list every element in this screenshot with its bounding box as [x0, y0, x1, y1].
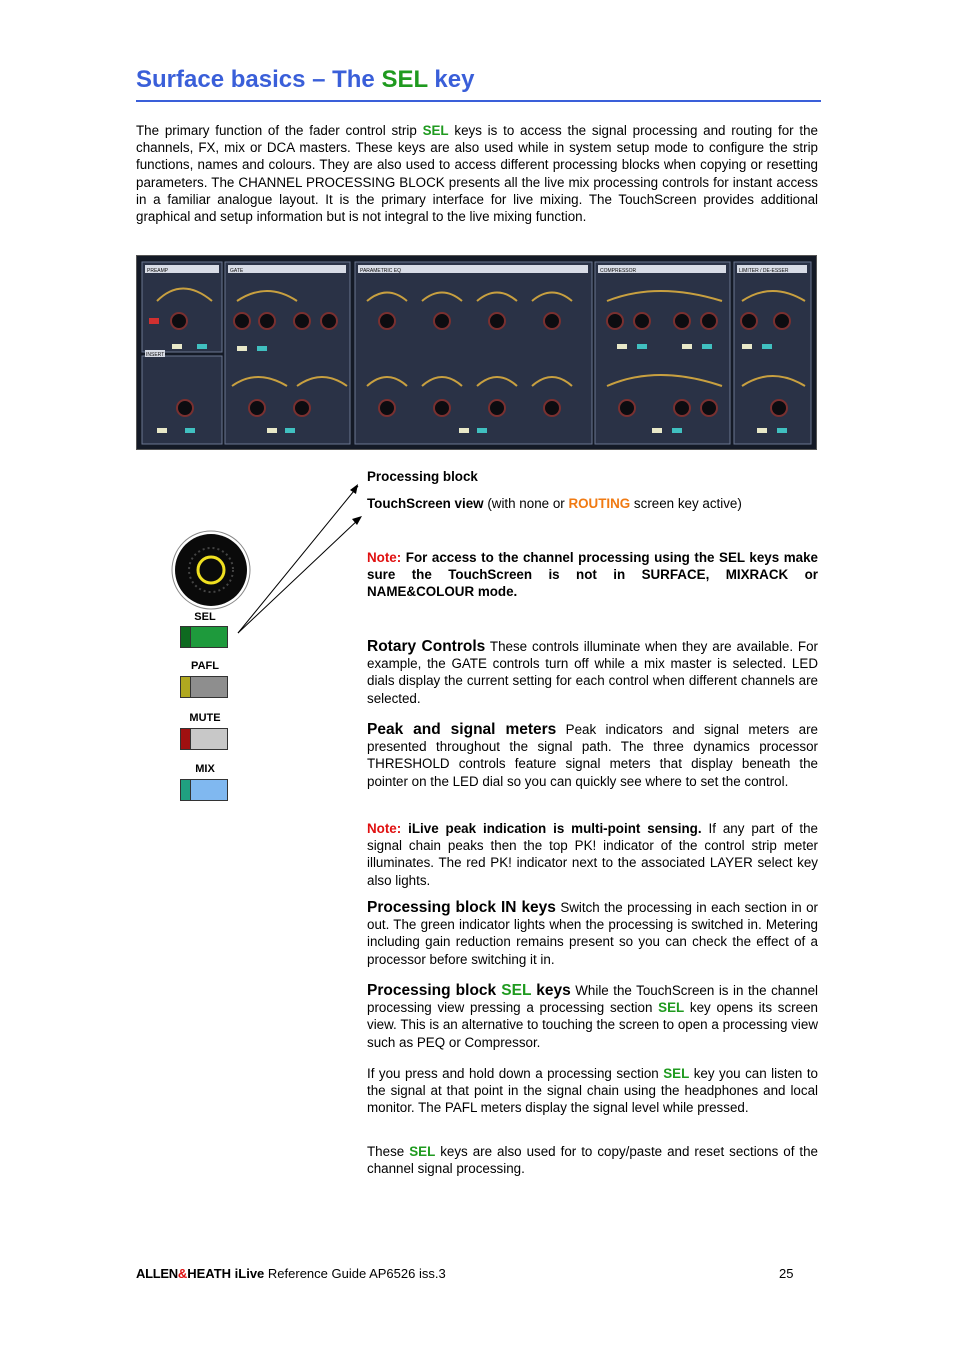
title-rule — [136, 100, 821, 102]
panel-label-limiter: LIMITER / DE-ESSER — [739, 268, 789, 274]
note-touchscreen: Note: For access to the channel processing using the SEL keys make sure the TouchScreen is not in SURFACE, MIXRACK or NAME&COLOUR mode. — [367, 550, 818, 600]
sel-key[interactable] — [180, 626, 228, 648]
rotary-knob-graphic — [171, 530, 253, 612]
pafl-key-label: PAFL — [191, 660, 219, 672]
mute-key[interactable] — [180, 728, 228, 750]
callout-processing-block: Processing block — [367, 469, 478, 484]
panel-label-gate: GATE — [230, 268, 244, 274]
panel-label-peq: PARAMETRIC EQ — [360, 268, 402, 274]
note-peak-indication: Note: iLive peak indication is multi-point sensing. If any part of the signal chain peaks then the top PK! indicator of the control strip meter illuminates. The red PK! indicator next to the associated LAYER select key also lights. — [367, 821, 818, 888]
section-press-hold: If you press and hold down a processing section SEL key you can listen to the signal at that point in the signal chain using the headphones and local monitor. The PAFL meters display the signal level while pressed. — [367, 1066, 819, 1116]
section-sel-keys: Processing block SEL keys While the TouchScreen is in the channel processing view pressing a processing section SEL key opens its screen view. This is an alternative to touching the screen to open a processing view such as PEQ or Compressor. — [367, 982, 818, 1050]
section-rotary-controls: Rotary Controls These controls illuminate when they are available. For example, the GATE controls turn off while a mix master is selected. LED dials display the current setting for each control when different channels are selected. — [367, 638, 819, 706]
intro-paragraph: The primary function of the fader control strip SEL keys is to access the signal processing and routing for the channels, FX, mix or DCA masters. These keys are also used while in system setup mode to configure the strip functions, names and colours. They are also used to access different processing blocks when copying or resetting parameters. The CHANNEL PROCESSING BLOCK presents all the live mix processing controls for instant access in a familiar analogue layout. It is the primary interface for live mixing. The TouchScreen provides additional graphical and setup information but is not integral to the live mixing function. — [136, 123, 818, 225]
section-in-keys: Processing block IN keys Switch the processing in each section in or out. The green indicator lights when the processing is switched in. Metering including gain reduction remains present so you can check the effect of a processor before switching it in. — [367, 899, 818, 967]
mix-key-label: MIX — [195, 763, 215, 775]
section-peak-meters: Peak and signal meters Peak indicators and signal meters are presented throughout the signal path. The three dynamics processor THRESHOLD controls feature signal meters that display beneath the pointer on the LED dial so you can quickly see where to set the control. — [367, 721, 818, 789]
processing-panel-graphic — [137, 256, 816, 449]
page-title: Surface basics – The SEL key — [136, 66, 475, 93]
page-number: 25 — [779, 1266, 794, 1281]
mute-key-label: MUTE — [189, 712, 221, 724]
pafl-key[interactable] — [180, 676, 228, 698]
callout-touchscreen-view: TouchScreen view (with none or ROUTING screen key active) — [367, 496, 742, 511]
mix-key[interactable] — [180, 779, 228, 801]
processing-block-panel — [136, 255, 817, 450]
panel-label-insert: INSERT — [146, 352, 165, 358]
section-copy-reset: These SEL keys are also used for to copy/paste and reset sections of the channel signal processing. — [367, 1144, 818, 1177]
footer: ALLEN&HEATH iLive Reference Guide AP6526 iss.3 — [136, 1266, 446, 1281]
panel-label-compressor: COMPRESSOR — [600, 268, 637, 274]
panel-label-preamp: PREAMP — [147, 268, 169, 274]
sel-key-label: SEL — [194, 611, 216, 623]
